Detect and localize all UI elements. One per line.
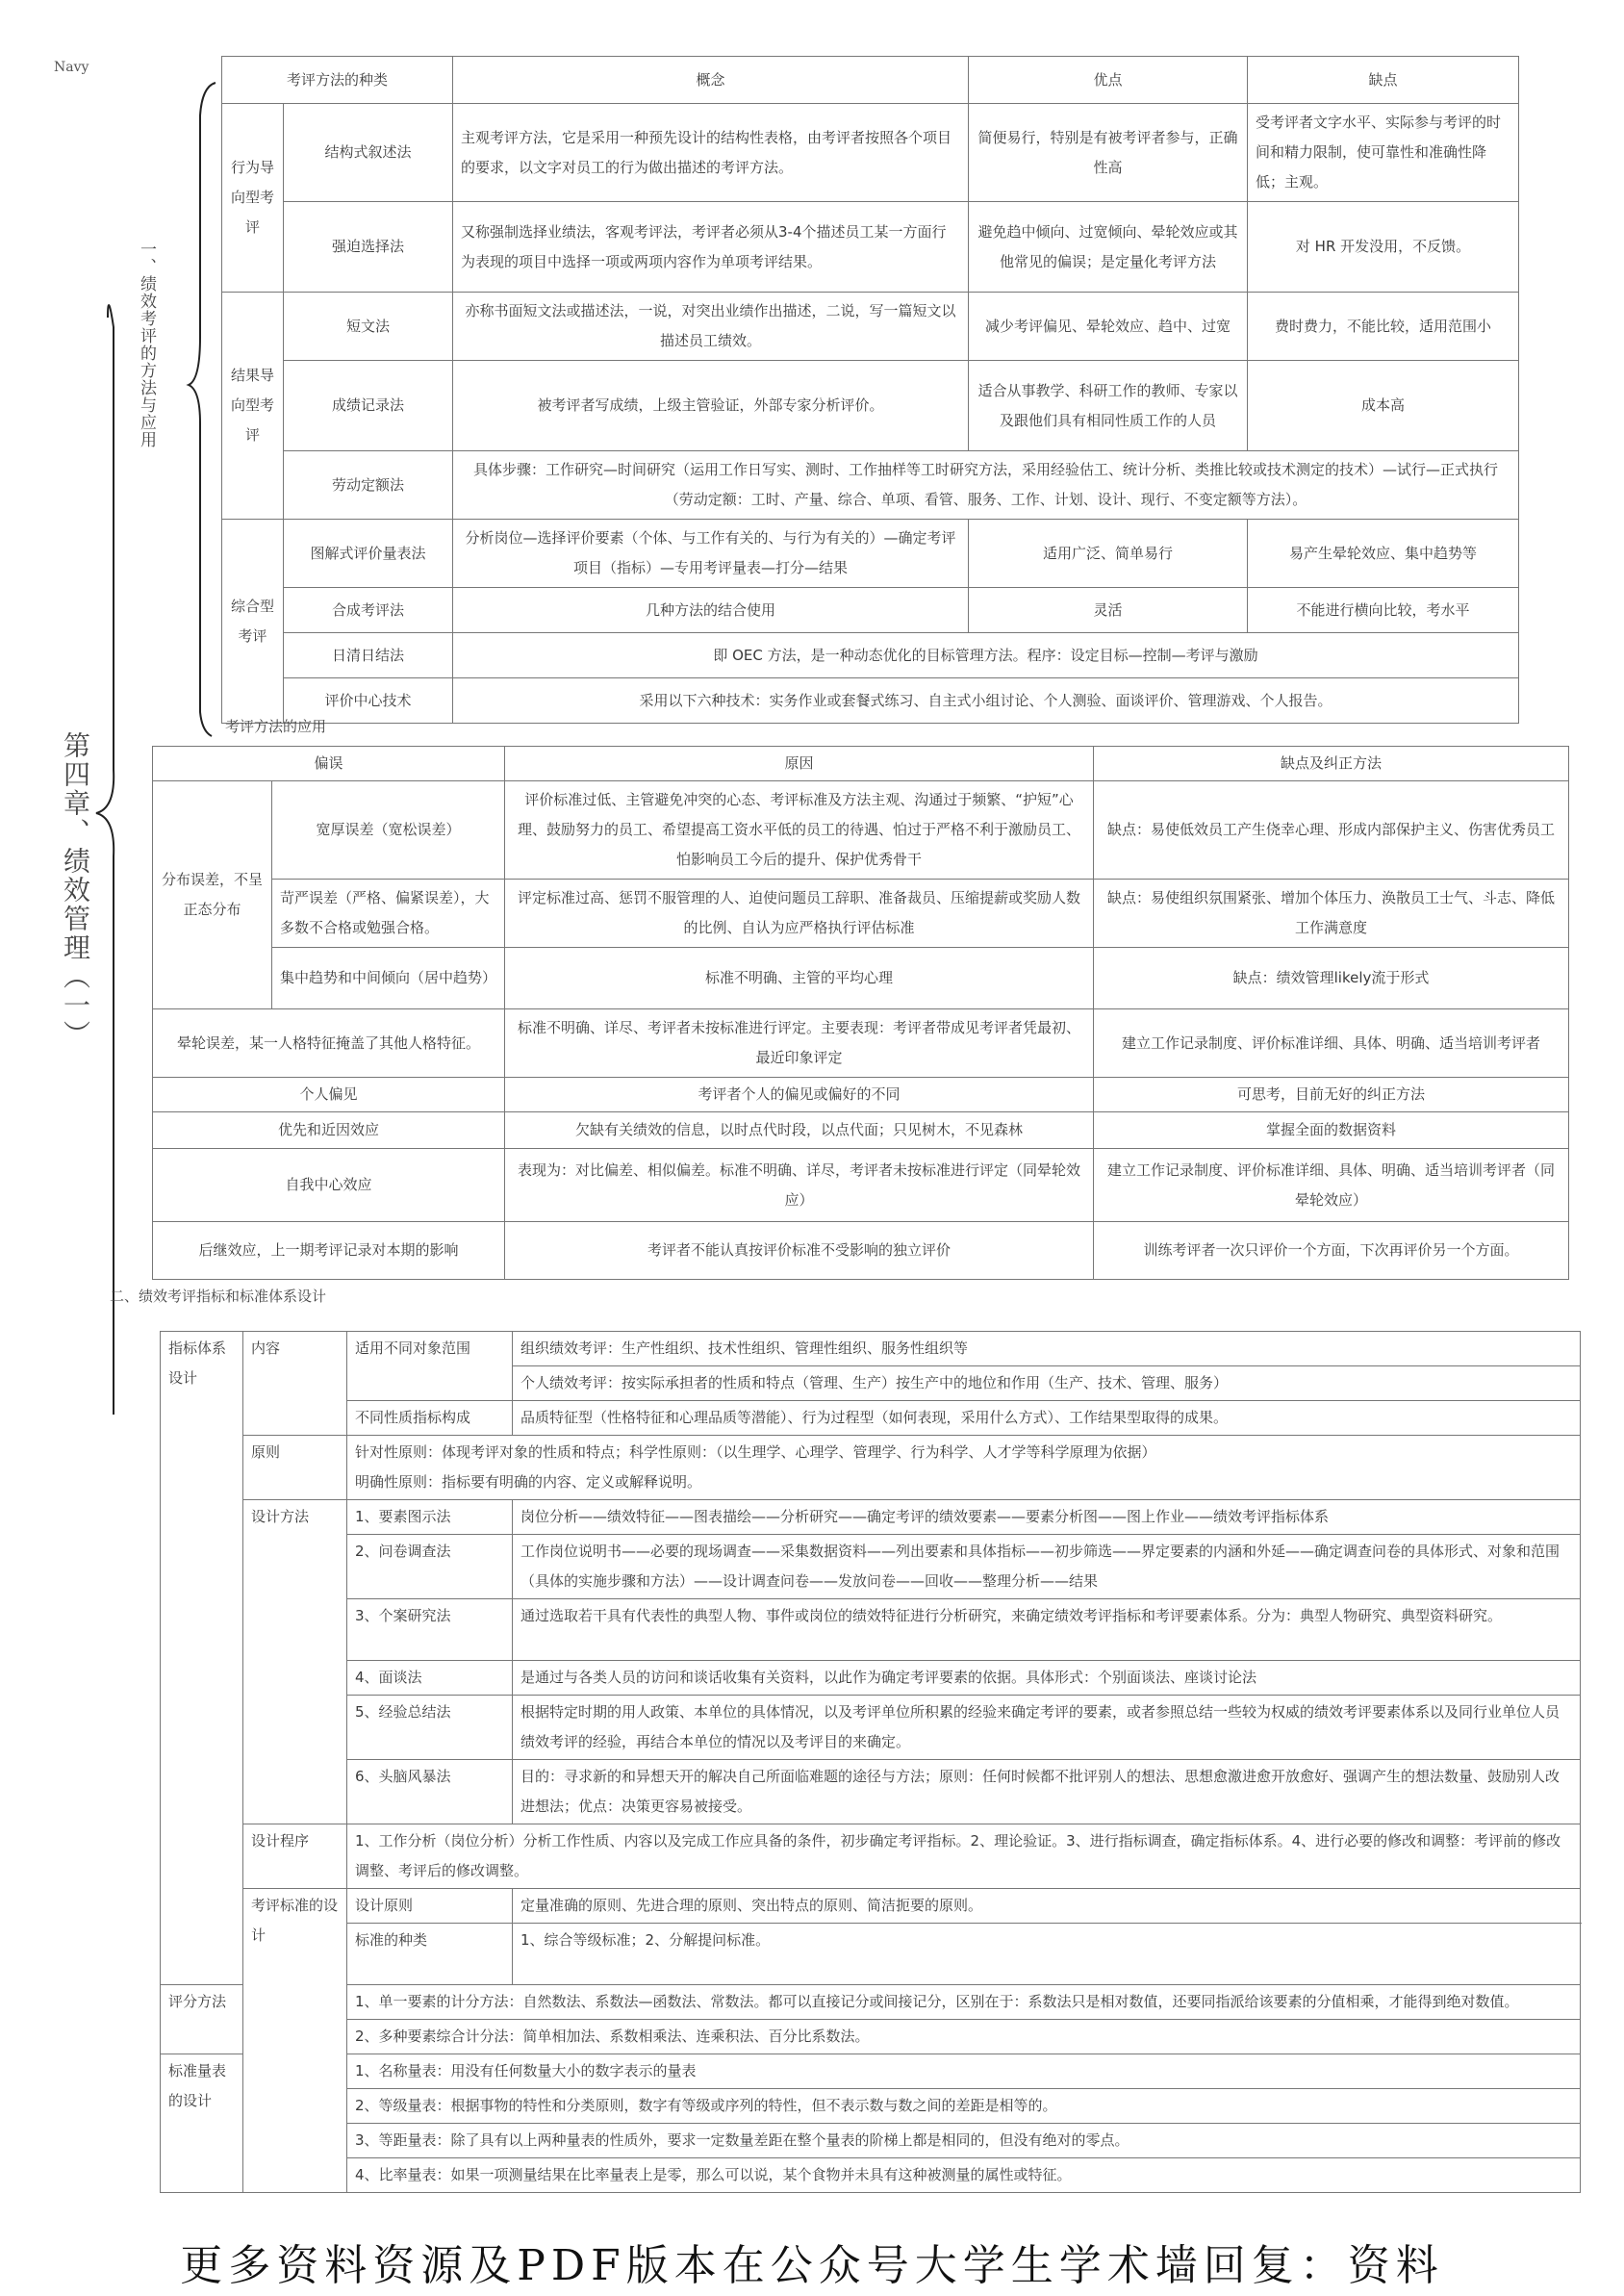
method-concept: 又称强制选择业绩法，客观考评法，考评者必须从3-4个描述员工某一方面行为表现的项目中选择一项或两项内容作为单项考评结果。 (453, 202, 969, 293)
table-row (161, 1661, 1581, 1696)
error-fix: 缺点：易使低效员工产生侥幸心理、形成内部保护主义、伤害优秀员工 (1094, 781, 1569, 880)
table-row (222, 104, 1519, 202)
design-method-desc: 目的：寻求新的和异想天开的解决自己所面临难题的途径与方法；原则：任何时候都不批评别人的想法、思想愈激进愈开放愈好、强调产生的想法数量、鼓励别人改进想法；优点：决策更容易被接受。 (513, 1760, 1581, 1824)
table-row (161, 2124, 1581, 2158)
methods-header-row (222, 57, 1519, 104)
table-row (222, 202, 1519, 293)
method-cons: 费时费力，不能比较，适用范围小 (1248, 293, 1519, 361)
method-cons: 对 HR 开发没用，不反馈。 (1248, 202, 1519, 293)
method-concept: 具体步骤：工作研究—时间研究（运用工作日写实、测时、工作抽样等工时研究方法，采用经验估工、统计分析、类推比较或技术测定的技术）—试行—正式执行（劳动定额：工时、产量、综合、单项、看管、服务、工作、计划、设计、现行、不变定额等方法）。 (453, 451, 1519, 520)
header-fix: 缺点及纠正方法 (1094, 747, 1569, 781)
design-method-name: 3、个案研究法 (347, 1599, 513, 1661)
header-method-type: 考评方法的种类 (222, 57, 453, 104)
application-label: 考评方法的应用 (225, 718, 327, 735)
table-row (153, 948, 1569, 1009)
header-pros: 优点 (969, 57, 1248, 104)
method-concept: 采用以下六种技术：实务作业或套餐式练习、自主式小组讨论、个人测验、面谈评价、管理游戏、个人报告。 (453, 678, 1519, 724)
method-concept: 分析岗位—选择评价要素（个体、与工作有关的、与行为有关的）—确定考评项目（指标）—专用考评量表—打分—结果 (453, 520, 969, 588)
table-row (222, 451, 1519, 520)
errors-table (152, 746, 1569, 1280)
error-name: 自我中心效应 (153, 1149, 505, 1222)
table-row (222, 293, 1519, 361)
header-error: 偏误 (153, 747, 505, 781)
error-cause: 考评者个人的偏见或偏好的不同 (505, 1078, 1094, 1112)
methods-table (221, 56, 1519, 724)
nature-text: 品质特征型（性格特征和心理品质等潜能）、行为过程型（如何表现，采用什么方式）、工作结果型取得的成果。 (513, 1401, 1581, 1436)
table-row (222, 361, 1519, 451)
standard-types-text: 1、综合等级标准；2、分解提问标准。 (513, 1924, 1581, 1985)
table-row (153, 1149, 1569, 1222)
table-row (161, 2054, 1581, 2089)
method-pros: 灵活 (969, 588, 1248, 633)
error-cause: 欠缺有关绩效的信息，以时点代时段，以点代面；只见树木，不见森林 (505, 1112, 1094, 1149)
table-row (153, 1222, 1569, 1280)
scope-line: 组织绩效考评：生产性组织、技术性组织、管理性组织、服务性组织等 (513, 1332, 1581, 1366)
method-concept: 被考评者写成绩，上级主管验证，外部专家分析评价。 (453, 361, 969, 451)
error-name: 宽厚误差（宽松误差） (272, 781, 505, 880)
procedure-text: 1、工作分析（岗位分析）分析工作性质、内容以及完成工作应具备的条件，初步确定考评指标。2、理论验证。3、进行指标调查，确定指标体系。4、进行必要的修改和调整：考评前的修改调整、考评后的修改调整。 (347, 1824, 1581, 1889)
design-method-name: 2、问卷调查法 (347, 1535, 513, 1599)
table-row (161, 1332, 1581, 1366)
error-fix: 建立工作记录制度、评价标准详细、具体、明确、适当培训考评者 (1094, 1009, 1569, 1078)
scope-label: 适用不同对象范围 (347, 1332, 513, 1401)
error-name: 集中趋势和中间倾向（居中趋势） (272, 948, 505, 1009)
standard-principle-label: 设计原则 (347, 1889, 513, 1924)
distribution-group: 分布误差，不呈正态分布 (153, 781, 272, 1009)
header-cons: 缺点 (1248, 57, 1519, 104)
table-row (153, 781, 1569, 880)
error-fix: 训练考评者一次只评价一个方面，下次再评价另一个方面。 (1094, 1222, 1569, 1280)
error-cause: 评价标准过低、主管避免冲突的心态、考评标准及方法主观、沟通过于频繁、“护短”心理、鼓励努力的员工、希望提高工资水平低的员工的待遇、怕过于严格不利于激励员工、怕影响员工今后的提升、保护优秀骨干 (505, 781, 1094, 880)
method-cons: 不能进行横向比较，考水平 (1248, 588, 1519, 633)
scale-line: 4、比率量表：如果一项测量结果在比率量表上是零，那么可以说，某个食物并未具有这种被测量的属性或特征。 (347, 2158, 1581, 2193)
method-name: 结构式叙述法 (284, 104, 453, 202)
error-name: 优先和近因效应 (153, 1112, 505, 1149)
principle-line: 明确性原则：指标要有明确的内容、定义或解释说明。 (355, 1473, 702, 1491)
table-row (161, 1535, 1581, 1599)
category-result: 结果导向型考评 (222, 293, 284, 520)
scoring-line: 2、多种要素综合计分法：简单相加法、系数相乘法、连乘积法、百分比系数法。 (347, 2020, 1581, 2054)
section2-title: 二、绩效考评指标和标准体系设计 (110, 1288, 327, 1305)
design-method-name: 1、要素图示法 (347, 1500, 513, 1535)
table-row (161, 1889, 1581, 1924)
scoring-label: 评分方法 (161, 1985, 243, 2054)
method-name: 短文法 (284, 293, 453, 361)
method-pros: 适用广泛、简单易行 (969, 520, 1248, 588)
table-row (161, 1985, 1581, 2020)
method-cons: 易产生晕轮效应、集中趋势等 (1248, 520, 1519, 588)
method-concept: 主观考评方法，它是采用一种预先设计的结构性表格，由考评者按照各个项目的要求，以文字对员工的行为做出描述的考评方法。 (453, 104, 969, 202)
scale-label: 标准量表的设计 (161, 2054, 243, 2193)
principle-label: 原则 (243, 1436, 347, 1500)
method-name: 图解式评价量表法 (284, 520, 453, 588)
scale-line: 1、名称量表：用没有任何数量大小的数字表示的量表 (347, 2054, 1581, 2089)
error-cause: 评定标准过高、惩罚不服管理的人、迫使问题员工辞职、准备裁员、压缩提薪或奖励人数的比例、自认为应严格执行评估标准 (505, 880, 1094, 948)
error-fix: 可思考，目前无好的纠正方法 (1094, 1078, 1569, 1112)
section1-title: 一、绩效考评的方法与应用 (137, 241, 156, 448)
table-row (153, 880, 1569, 948)
method-pros: 适合从事教学、科研工作的教师、专家以及跟他们具有相同性质工作的人员 (969, 361, 1248, 451)
nature-label: 不同性质指标构成 (347, 1401, 513, 1436)
table-row (161, 2020, 1581, 2054)
method-cons: 受考评者文字水平、实际参与考评的时间和精力限制，使可靠性和准确性降低；主观。 (1248, 104, 1519, 202)
table-row (161, 1500, 1581, 1535)
table-row (153, 1112, 1569, 1149)
method-name: 劳动定额法 (284, 451, 453, 520)
procedure-label: 设计程序 (243, 1824, 347, 1889)
method-pros: 减少考评偏见、晕轮效应、趋中、过宽 (969, 293, 1248, 361)
chapter-title: 第四章、绩效管理（一） (60, 731, 91, 1049)
design-methods-label: 设计方法 (243, 1500, 347, 1824)
method-pros: 避免趋中倾向、过宽倾向、晕轮效应或其他常见的偏误；是定量化考评方法 (969, 202, 1248, 293)
error-fix: 缺点：绩效管理likely流于形式 (1094, 948, 1569, 1009)
table-row (161, 1924, 1581, 1985)
header-cause: 原因 (505, 747, 1094, 781)
table-row (161, 2158, 1581, 2193)
design-method-name: 6、头脑风暴法 (347, 1760, 513, 1824)
error-name: 个人偏见 (153, 1078, 505, 1112)
method-name: 强迫选择法 (284, 202, 453, 293)
standard-types-label: 标准的种类 (347, 1924, 513, 1985)
error-name: 后继效应，上一期考评记录对本期的影响 (153, 1222, 505, 1280)
scoring-line: 1、单一要素的计分方法：自然数法、系数法—函数法、常数法。都可以直接记分或间接记分，区别在于：系数法只是相对数值，还要同指派给该要素的分值相乘，才能得到绝对数值。 (347, 1985, 1581, 2020)
error-name: 晕轮误差，某一人格特征掩盖了其他人格特征。 (153, 1009, 505, 1078)
error-fix: 建立工作记录制度、评价标准详细、具体、明确、适当培训考评者（同晕轮效应） (1094, 1149, 1569, 1222)
table-row (161, 1599, 1581, 1661)
error-name: 苛严误差（严格、偏紧误差），大多数不合格或勉强合格。 (272, 880, 505, 948)
error-cause: 标准不明确、详尽、考评者未按标准进行评定。主要表现：考评者带成见考评者凭最初、最近印象评定 (505, 1009, 1094, 1078)
method-pros: 简便易行，特别是有被考评者参与，正确性高 (969, 104, 1248, 202)
table-row (161, 1436, 1581, 1500)
corner-label: Navy (54, 60, 89, 75)
error-cause: 考评者不能认真按评价标准不受影响的独立评价 (505, 1222, 1094, 1280)
table-row (222, 520, 1519, 588)
error-cause: 标准不明确、主管的平均心理 (505, 948, 1094, 1009)
errors-header-row (153, 747, 1569, 781)
table-row (222, 588, 1519, 633)
method-concept: 亦称书面短文法或描述法，一说，对突出业绩作出描述，二说，写一篇短文以描述员工绩效。 (453, 293, 969, 361)
method-cons: 成本高 (1248, 361, 1519, 451)
table-row (161, 1401, 1581, 1436)
scale-line: 3、等距量表：除了具有以上两种量表的性质外，要求一定数量差距在整个量表的阶梯上都是相同的，但没有绝对的零点。 (347, 2124, 1581, 2158)
method-concept: 几种方法的结合使用 (453, 588, 969, 633)
table-row (153, 1009, 1569, 1078)
design-method-desc: 是通过与各类人员的访问和谈话收集有关资料，以此作为确定考评要素的依据。具体形式：个别面谈法、座谈讨论法 (513, 1661, 1581, 1696)
table-row (161, 2089, 1581, 2124)
principle-line: 针对性原则：体现考评对象的性质和特点；科学性原则：（以生理学、心理学、管理学、行为科学、人才学等科学原理为依据） (355, 1443, 1156, 1461)
method-concept: 即 OEC 方法，是一种动态优化的目标管理方法。程序：设定目标—控制—考评与激励 (453, 633, 1519, 678)
design-method-desc: 岗位分析——绩效特征——图表描绘——分析研究——确定考评的绩效要素——要素分析图——图上作业——绩效考评指标体系 (513, 1500, 1581, 1535)
design-method-name: 5、经验总结法 (347, 1696, 513, 1760)
design-method-desc: 根据特定时期的用人政策、本单位的具体情况，以及考评单位所积累的经验来确定考评的要素，或者参照总结一些较为权威的绩效考评要素体系以及同行业单位人员绩效考评的经验，再结合本单位的情况以及考评目的来确定。 (513, 1696, 1581, 1760)
standard-principle-text: 定量准确的原则、先进合理的原则、突出特点的原则、简洁扼要的原则。 (513, 1889, 1581, 1924)
header-concept: 概念 (453, 57, 969, 104)
table-row (161, 1760, 1581, 1824)
footer-banner: 更多资料资源及PDF版本在公众号大学生学术墙回复：资料 (180, 2241, 1444, 2290)
table-row (161, 1696, 1581, 1760)
error-fix: 掌握全面的数据资料 (1094, 1112, 1569, 1149)
error-fix: 缺点：易使组织氛围紧张、增加个体压力、涣散员工士气、斗志、降低工作满意度 (1094, 880, 1569, 948)
category-integrated: 综合型考评 (222, 520, 284, 724)
design-method-name: 4、面谈法 (347, 1661, 513, 1696)
error-cause: 表现为：对比偏差、相似偏差。标准不明确、详尽，考评者未按标准进行评定（同晕轮效应） (505, 1149, 1094, 1222)
table-row (222, 633, 1519, 678)
table-row (161, 1824, 1581, 1889)
principle-text (347, 1436, 1581, 1500)
content-label: 内容 (243, 1332, 347, 1436)
design-method-desc: 通过选取若干具有代表性的典型人物、事件或岗位的绩效特征进行分析研究，来确定绩效考评指标和考评要素体系。分为：典型人物研究、典型资料研究。 (513, 1599, 1581, 1661)
category-behavior: 行为导向型考评 (222, 104, 284, 293)
scale-line: 2、等级量表：根据事物的特性和分类原则，数字有等级或序列的特性，但不表示数与数之间的差距是相等的。 (347, 2089, 1581, 2124)
table-row (153, 1078, 1569, 1112)
indicator-system-label: 指标体系设计 (161, 1332, 243, 1985)
scope-line: 个人绩效考评：按实际承担者的性质和特点（管理、生产）按生产中的地位和作用（生产、技术、管理、服务） (513, 1366, 1581, 1401)
table-row (222, 678, 1519, 724)
method-name: 成绩记录法 (284, 361, 453, 451)
standard-design-label: 考评标准的设计 (243, 1889, 347, 2193)
method-name: 评价中心技术 (284, 678, 453, 724)
standards-table (160, 1331, 1581, 2193)
method-name: 日清日结法 (284, 633, 453, 678)
method-name: 合成考评法 (284, 588, 453, 633)
design-method-desc: 工作岗位说明书——必要的现场调查——采集数据资料——列出要素和具体指标——初步筛选——界定要素的内涵和外延——确定调查问卷的具体形式、对象和范围（具体的实施步骤和方法）——设计调查问卷——发放问卷——回收——整理分析——结果 (513, 1535, 1581, 1599)
